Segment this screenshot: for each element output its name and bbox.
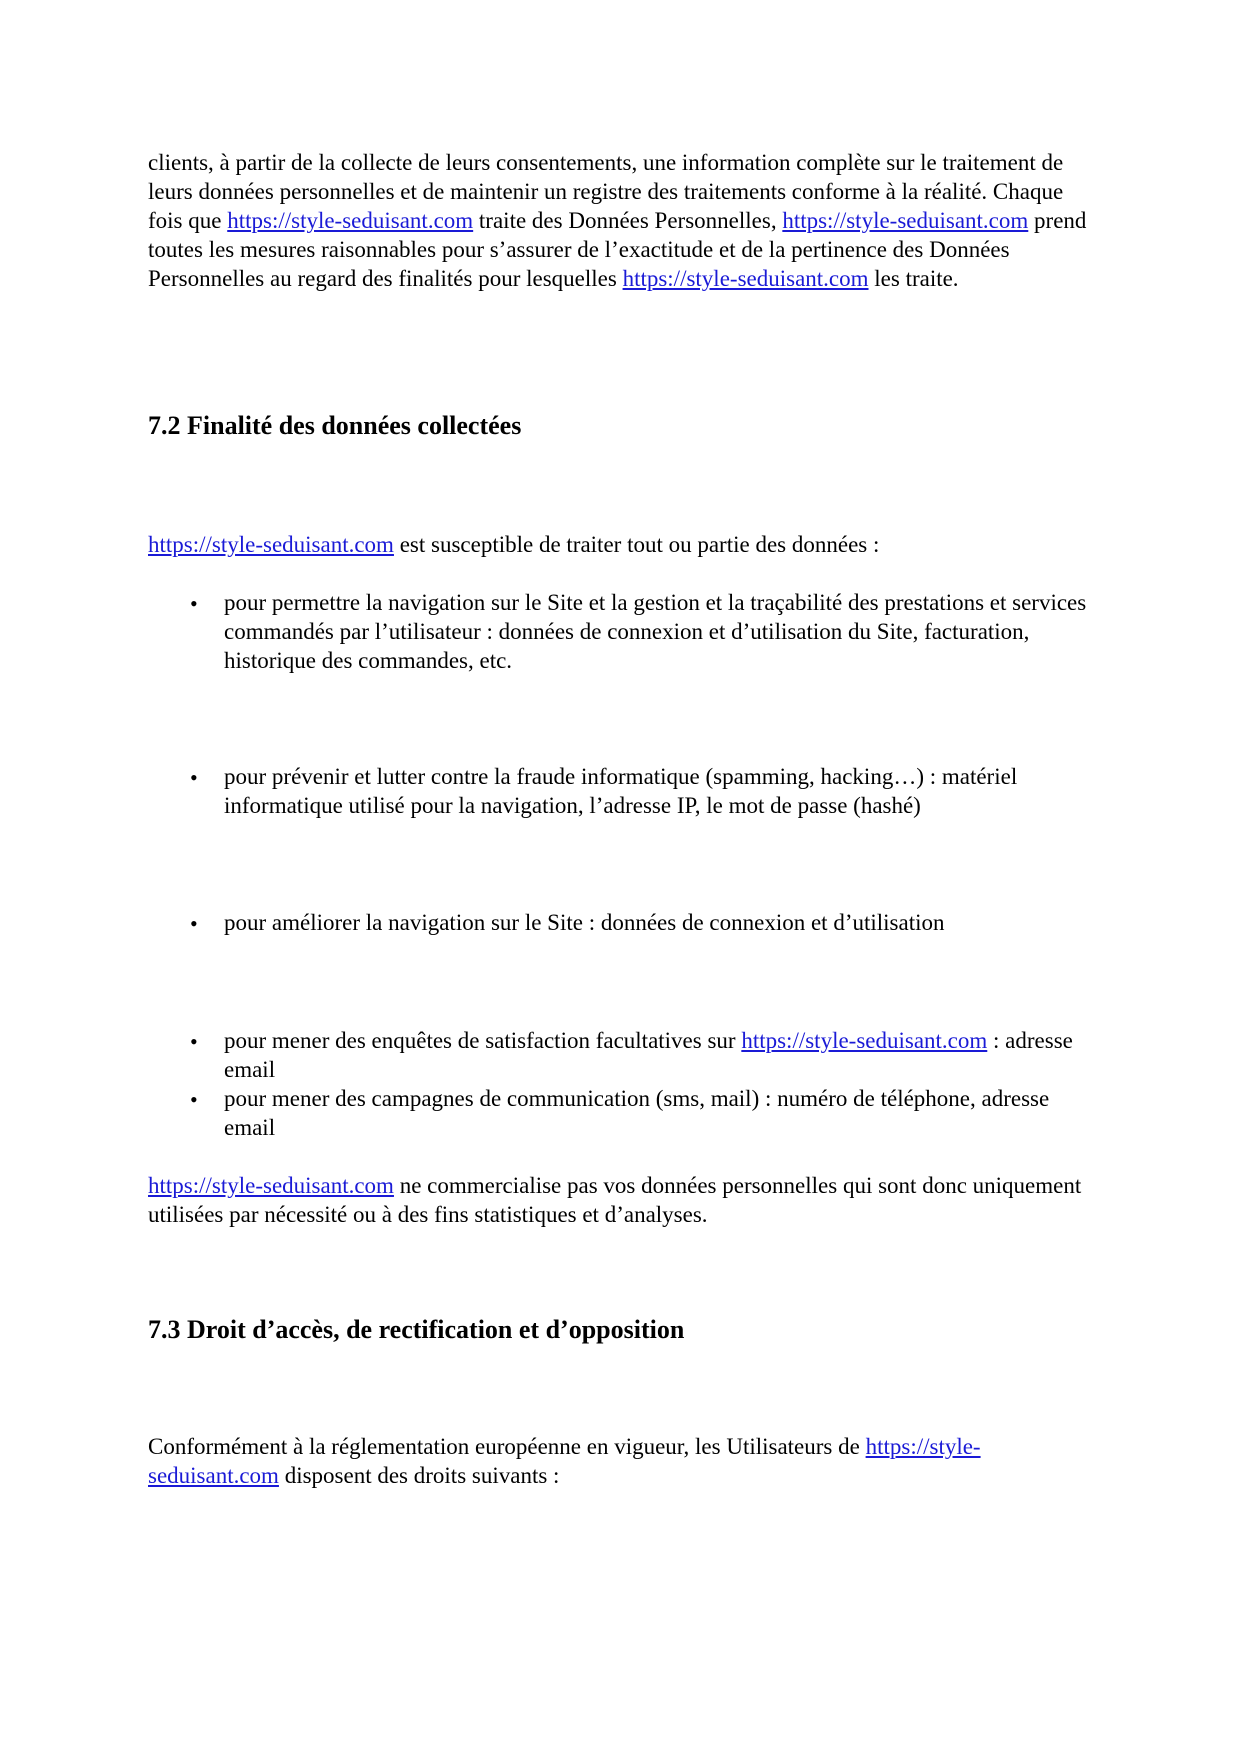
list-item: pour prévenir et lutter contre la fraude informatique (spamming, hacking…) : matériel informatique utilisé pour la navigation, l’adresse IP, le mot de passe (hashé) bbox=[224, 764, 1018, 818]
intro-text: Conformément à la réglementation européenne en vigueur, les Utilisateurs de bbox=[148, 1434, 866, 1459]
site-link[interactable]: https://style-seduisant.com bbox=[622, 266, 869, 291]
bullet-glyph: • bbox=[190, 591, 198, 616]
para1-text-1: clients, à partir de la collecte de leurs consentements, une information complète sur le traitement de leurs données personnelles et de maintenir un registre des traitements conforme à la réalité. Chaque fois que bbox=[148, 150, 1064, 233]
section-7-2-intro bbox=[148, 530, 1096, 559]
list-item: pour permettre la navigation sur le Site et la gestion et la traçabilité des prestations et services commandés par l’utilisateur : données de connexion et d’utilisation du Site, facturation, historique des commandes, etc. bbox=[224, 590, 1087, 673]
section-7-3-intro bbox=[148, 1432, 1096, 1490]
bullet-glyph: • bbox=[190, 1087, 198, 1112]
bullet-glyph: • bbox=[190, 911, 198, 936]
list-item-text: : adresse email bbox=[224, 1028, 1073, 1082]
site-link[interactable]: https://style-seduisant.com bbox=[148, 532, 394, 557]
list-item: pour améliorer la navigation sur le Site : données de connexion et d’utilisation bbox=[224, 910, 945, 935]
site-link[interactable]: https://style-seduisant.com bbox=[741, 1028, 988, 1053]
para1-text-4: les traite. bbox=[868, 266, 959, 291]
site-link[interactable]: https://style-seduisant.com bbox=[148, 1173, 394, 1198]
site-link[interactable]: https://style-seduisant.com bbox=[148, 1434, 981, 1488]
closing-text: ne commercialise pas vos données personnelles qui sont donc uniquement utilisées par nécessité ou à des fins statistiques et d’analyses. bbox=[148, 1173, 1082, 1227]
paragraph-data-processing bbox=[148, 148, 1096, 293]
list-item bbox=[224, 1026, 1096, 1084]
para1-text-3: prend toutes les mesures raisonnables pour s’assurer de l’exactitude et de la pertinence des Données Personnelles au regard des finalités pour lesquelles bbox=[148, 208, 1087, 291]
section-heading-7-3: 7.3 Droit d’accès, de rectification et d’opposition bbox=[148, 1315, 685, 1344]
paragraph-no-commercialisation bbox=[148, 1171, 1096, 1229]
intro-text: disposent des droits suivants : bbox=[278, 1463, 560, 1488]
intro-text: est susceptible de traiter tout ou partie des données : bbox=[393, 532, 880, 557]
site-link[interactable]: https://style-seduisant.com bbox=[227, 208, 474, 233]
site-link[interactable]: https://style-seduisant.com bbox=[782, 208, 1029, 233]
list-item-text: pour mener des enquêtes de satisfaction facultatives sur bbox=[224, 1028, 742, 1053]
bullet-glyph: • bbox=[190, 1029, 198, 1054]
para1-text-2: traite des Données Personnelles, bbox=[473, 208, 783, 233]
section-heading-7-2: 7.2 Finalité des données collectées bbox=[148, 411, 522, 440]
list-item: pour mener des campagnes de communication (sms, mail) : numéro de téléphone, adresse email bbox=[224, 1086, 1050, 1140]
bullet-glyph: • bbox=[190, 765, 198, 790]
